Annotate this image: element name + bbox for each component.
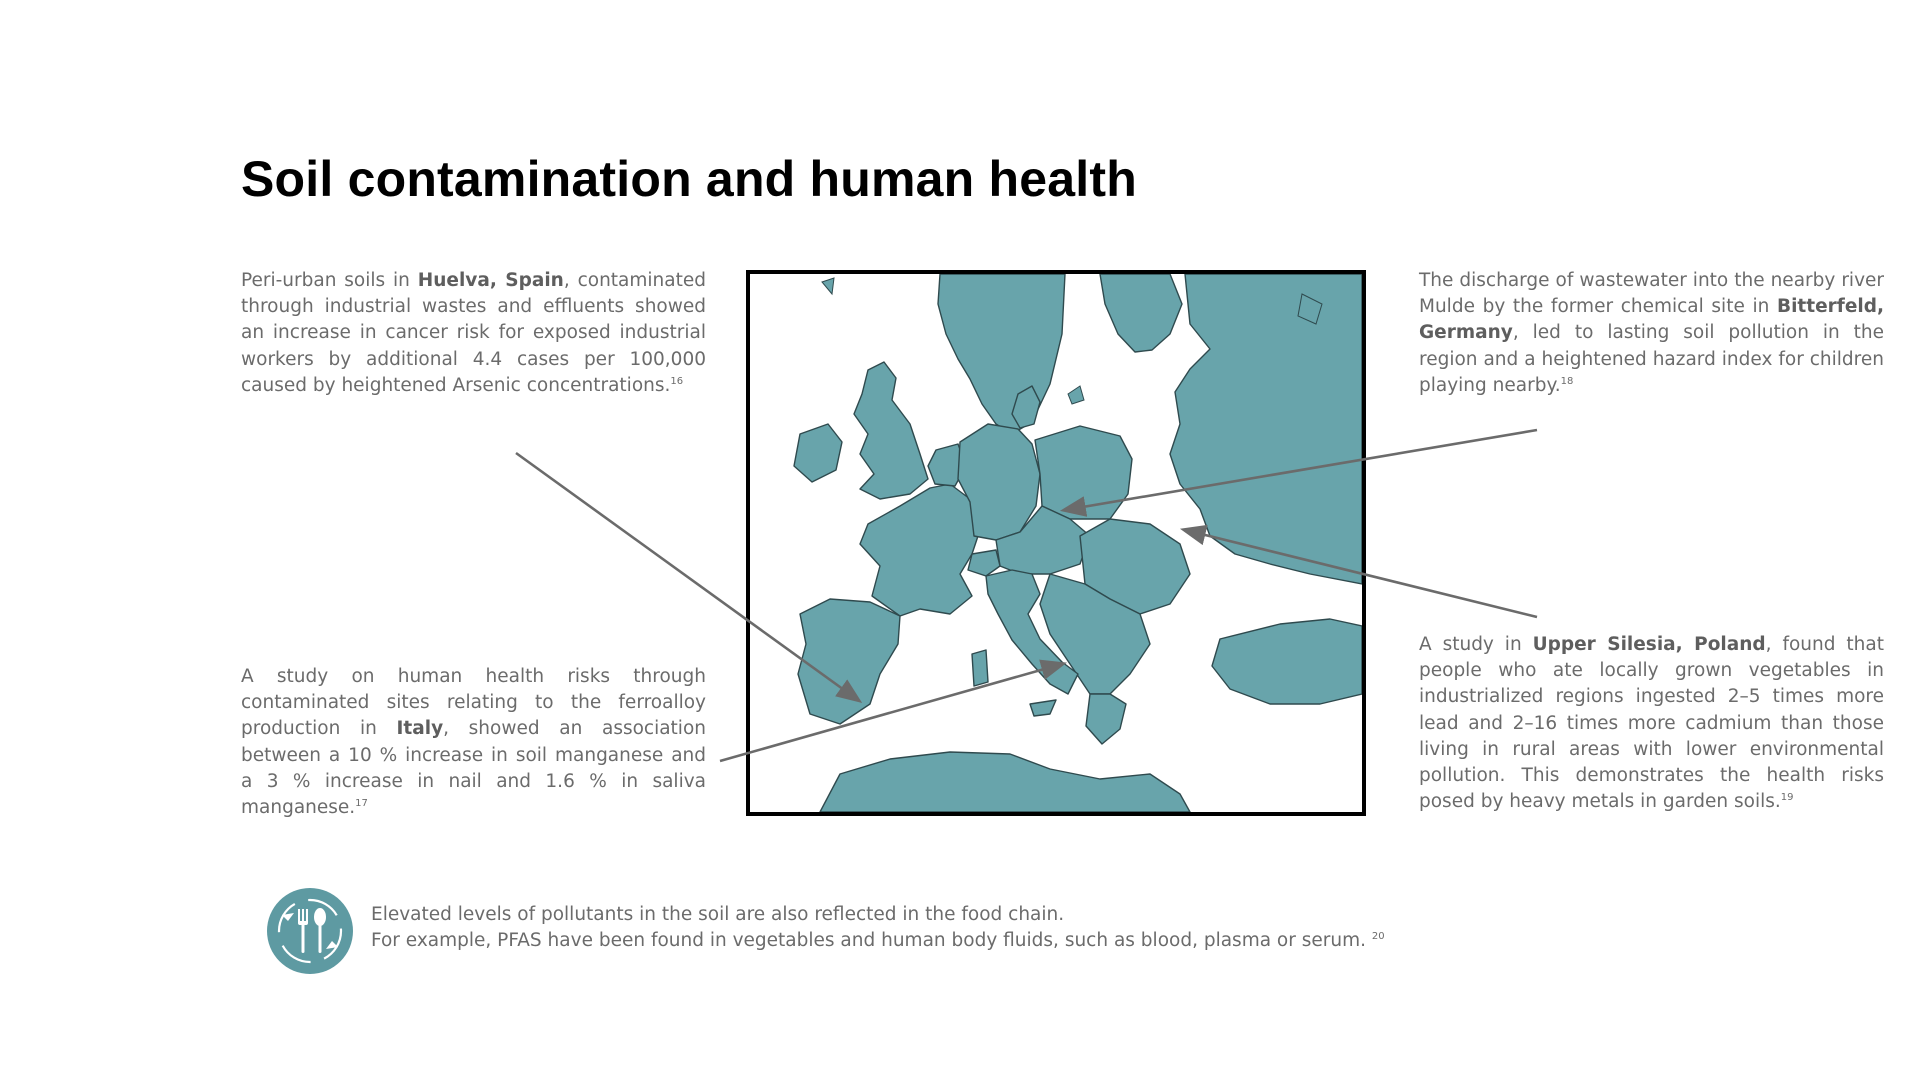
map-north-africa	[820, 752, 1190, 812]
food-chain-text	[371, 902, 1385, 954]
food-chain-line-1: Elevated levels of pollutants in the soil are also reflected in the food chain.	[371, 904, 1065, 925]
map-iberia	[798, 599, 900, 724]
map-norway-sweden	[938, 274, 1065, 434]
map-ireland	[794, 424, 842, 482]
case-silesia-location: Upper Silesia, Poland	[1532, 634, 1766, 655]
footnote-ref: 16	[670, 375, 684, 387]
footnote-ref: 17	[355, 798, 368, 810]
map-great-britain	[854, 362, 928, 499]
footnote-ref: 19	[1780, 792, 1794, 804]
map-sicily	[1030, 700, 1056, 716]
map-turkey	[1212, 619, 1362, 704]
europe-map	[746, 270, 1366, 816]
case-huelva-location: Huelva, Spain	[417, 270, 564, 291]
footnote-ref: 20	[1371, 931, 1385, 943]
page-title: Soil contamination and human health	[241, 151, 1137, 207]
map-finland	[1100, 274, 1182, 352]
europe-map-svg	[750, 274, 1362, 812]
case-italy-text: A study on human health risks through contaminated sites relating to the ferroalloy production in Italy, showed an association between a 10 % increase in soil manganese and a 3 % increase in nail and 1.6 % in saliva manganese.$^{17}$	[241, 666, 706, 819]
map-east-europe	[1170, 274, 1362, 584]
map-poland	[1035, 426, 1132, 519]
case-bitterfeld-location: Bitterfeld, Germany	[1419, 296, 1884, 344]
map-greece	[1086, 694, 1126, 744]
food-chain-icon	[266, 887, 354, 975]
case-silesia-text: A study in Upper Silesia, Poland, found that people who ate locally grown vegetables in industrialized regions ingested 2–5 times more lead and 2–16 times more cadmium than those living in rural areas with lower environmental pollution. This demonstrates the health risks posed by heavy metals in garden soils.$^{19}$	[1419, 634, 1884, 813]
case-bitterfeld-text: The discharge of wastewater into the nearby river Mulde by the former chemical site in Bitterfeld, Germany, led to lasting soil pollution in the region and a heightened hazard index for children playing nearby.$^{18}$	[1419, 270, 1884, 396]
case-italy-location: Italy	[396, 718, 444, 740]
case-huelva-text: Peri-urban soils in Huelva, Spain, contaminated through industrial wastes and effluents showed an increase in cancer risk for exposed industrial workers by additional 4.4 cases per 100,000 caused by heightened Arsenic concentrations.$^{16}$	[241, 270, 706, 396]
footnote-ref: 18	[1560, 375, 1574, 387]
food-chain-line-2: For example, PFAS have been found in vegetables and human body fluids, such as blood, plasma or serum. $^{20}$	[371, 930, 1385, 952]
map-sardinia	[972, 650, 988, 686]
map-switzerland	[968, 550, 1000, 576]
map-france	[860, 484, 982, 616]
